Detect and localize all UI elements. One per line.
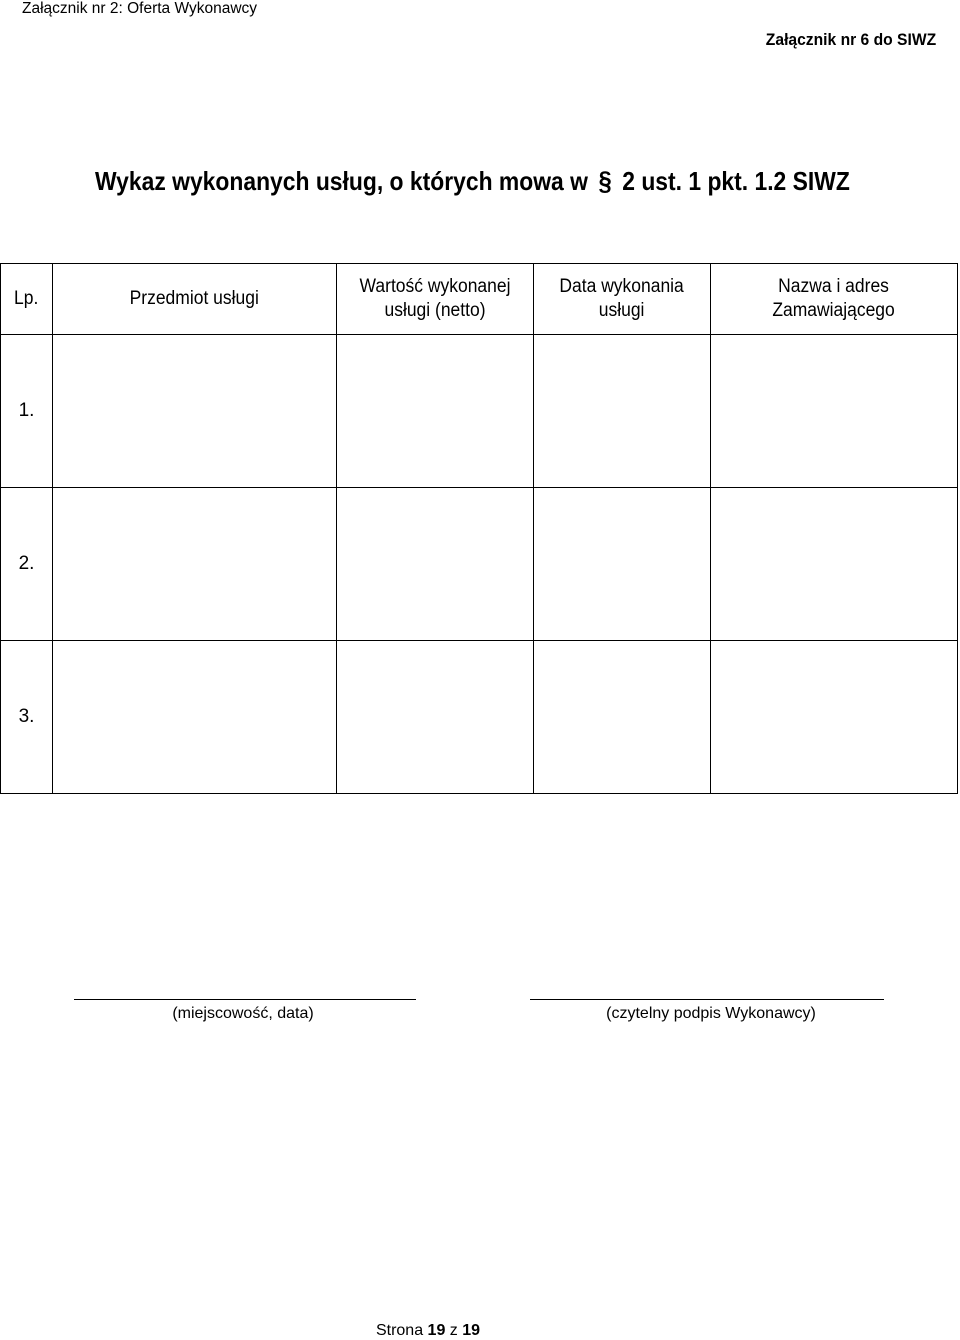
place-date-line[interactable] — [74, 999, 416, 1000]
table-row — [1, 335, 958, 488]
document-title — [95, 166, 850, 196]
header-nazwa: Nazwa i adres Zamawiającego — [711, 264, 958, 335]
cell-wartosc[interactable] — [337, 641, 534, 794]
cell-przedmiot[interactable] — [53, 488, 337, 641]
cell-przedmiot[interactable] — [53, 641, 337, 794]
cell-wartosc[interactable] — [337, 335, 534, 488]
cell-przedmiot[interactable] — [53, 335, 337, 488]
attachment-label-left: Załącznik nr 2: Oferta Wykonawcy — [22, 0, 258, 17]
page-total: 19 — [462, 1322, 481, 1339]
header-przedmiot: Przedmiot usługi — [53, 264, 337, 335]
row-number: 3. — [1, 641, 53, 794]
cell-nazwa[interactable] — [711, 641, 958, 794]
table-row — [1, 641, 958, 794]
table-header-row — [1, 264, 958, 335]
page-footer — [0, 1322, 856, 1340]
cell-data[interactable] — [534, 488, 711, 641]
cell-data[interactable] — [534, 641, 711, 794]
section-sign: § — [598, 166, 612, 196]
cell-nazwa[interactable] — [711, 335, 958, 488]
page-separator: z — [449, 1322, 458, 1339]
cell-nazwa[interactable] — [711, 488, 958, 641]
header-lp: Lp. — [1, 264, 53, 335]
row-number: 2. — [1, 488, 53, 641]
title-suffix: 2 ust. 1 pkt. 1.2 SIWZ — [622, 166, 850, 196]
cell-data[interactable] — [534, 335, 711, 488]
attachment-label-right: Załącznik nr 6 do SIWZ — [765, 30, 936, 49]
signature-line[interactable] — [530, 999, 884, 1000]
title-prefix: Wykaz wykonanych usług, o których mowa w — [95, 166, 588, 196]
cell-wartosc[interactable] — [337, 488, 534, 641]
signature-label: (czytelny podpis Wykonawcy) — [606, 1005, 816, 1022]
services-table — [0, 263, 958, 794]
row-number: 1. — [1, 335, 53, 488]
page-prefix: Strona — [375, 1322, 424, 1339]
header-data: Data wykonania usługi — [534, 264, 711, 335]
header-wartosc: Wartość wykonanej usługi (netto) — [337, 264, 534, 335]
place-date-label: (miejscowość, data) — [172, 1005, 314, 1022]
table-row — [1, 488, 958, 641]
page-current: 19 — [427, 1322, 446, 1339]
